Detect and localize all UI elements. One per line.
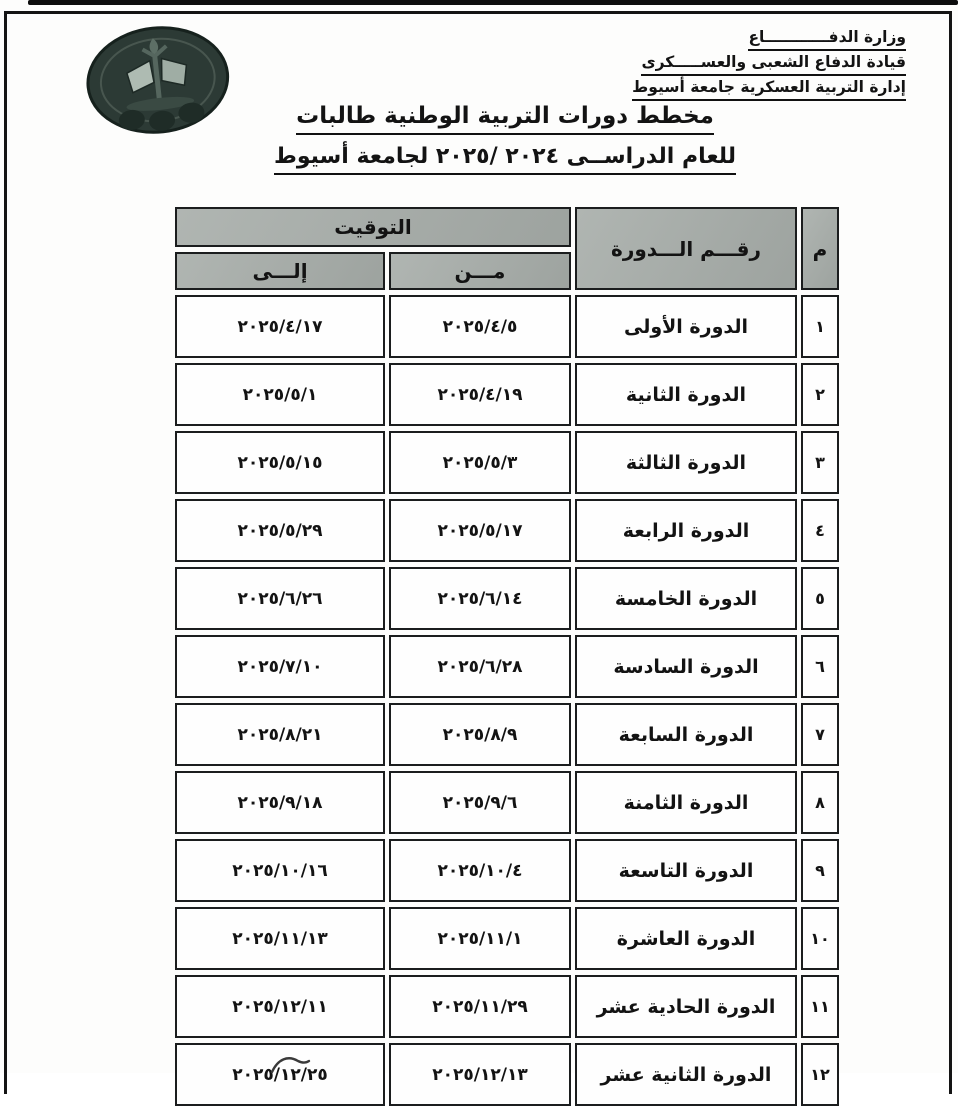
row-serial: ٨	[801, 771, 839, 834]
header-timing: التوقيت	[175, 207, 571, 247]
title-line-2: للعام الدراســى ٢٠٢٤ /٢٠٢٥ لجامعة أسيوط	[255, 144, 755, 175]
header-serial: م	[801, 207, 839, 290]
row-from-date: ٢٠٢٥/٤/٥	[389, 295, 571, 358]
row-from-date: ٢٠٢٥/٦/٢٨	[389, 635, 571, 698]
row-course: الدورة الخامسة	[575, 567, 797, 630]
row-from-date: ٢٠٢٥/٥/٣	[389, 431, 571, 494]
row-to-date: ٢٠٢٥/٨/٢١	[175, 703, 385, 766]
row-from-date: ٢٠٢٥/٨/٩	[389, 703, 571, 766]
document-title	[255, 103, 755, 175]
header-to: إلـــى	[175, 252, 385, 290]
header-from: مـــن	[389, 252, 571, 290]
row-from-date: ٢٠٢٥/٥/١٧	[389, 499, 571, 562]
row-from-date: ٢٠٢٥/١٠/٤	[389, 839, 571, 902]
row-to-date: ٢٠٢٥/١٠/١٦	[175, 839, 385, 902]
row-course: الدورة العاشرة	[575, 907, 797, 970]
table-row	[175, 907, 839, 970]
row-from-date: ٢٠٢٥/١١/١	[389, 907, 571, 970]
signature-fragment	[268, 1055, 312, 1077]
row-course: الدورة الحادية عشر	[575, 975, 797, 1038]
row-course: الدورة الثامنة	[575, 771, 797, 834]
table-row	[175, 703, 839, 766]
scan-edge-line	[28, 0, 958, 5]
military-stamp-icon	[78, 17, 237, 148]
row-serial: ٦	[801, 635, 839, 698]
row-from-date: ٢٠٢٥/١٢/١٣	[389, 1043, 571, 1106]
row-to-date: ٢٠٢٥/٤/١٧	[175, 295, 385, 358]
table-row	[175, 295, 839, 358]
org-line-administration: إدارة التربية العسكرية جامعة أسيوط	[632, 77, 906, 102]
row-course: الدورة الرابعة	[575, 499, 797, 562]
row-to-date: ٢٠٢٥/١٢/٢٥	[175, 1043, 385, 1106]
row-to-date: ٢٠٢٥/٩/١٨	[175, 771, 385, 834]
row-serial: ٩	[801, 839, 839, 902]
org-line-ministry: وزارة الدفــــــــــــاع	[632, 27, 906, 52]
row-to-date: ٢٠٢٥/٥/١٥	[175, 431, 385, 494]
row-course: الدورة الأولى	[575, 295, 797, 358]
row-to-date: ٢٠٢٥/٥/٢٩	[175, 499, 385, 562]
table-row	[175, 839, 839, 902]
row-course: الدورة السابعة	[575, 703, 797, 766]
row-course: الدورة السادسة	[575, 635, 797, 698]
row-to-date: ٢٠٢٥/٥/١	[175, 363, 385, 426]
table-row	[175, 635, 839, 698]
row-from-date: ٢٠٢٥/٦/١٤	[389, 567, 571, 630]
table-header-row-1	[175, 207, 839, 247]
row-serial: ٤	[801, 499, 839, 562]
table-row	[175, 771, 839, 834]
stamp-graphic	[78, 17, 237, 144]
row-serial: ٢	[801, 363, 839, 426]
row-serial: ١٠	[801, 907, 839, 970]
row-serial: ١١	[801, 975, 839, 1038]
row-serial: ٧	[801, 703, 839, 766]
table-row	[175, 567, 839, 630]
org-line-command: قيادة الدفاع الشعبى والعســـــكرى	[632, 52, 906, 77]
table-row	[175, 499, 839, 562]
row-from-date: ٢٠٢٥/٤/١٩	[389, 363, 571, 426]
row-course: الدورة التاسعة	[575, 839, 797, 902]
row-to-date: ٢٠٢٥/١٢/١١	[175, 975, 385, 1038]
table-row	[175, 431, 839, 494]
table-row	[175, 363, 839, 426]
row-serial: ١	[801, 295, 839, 358]
course-schedule-table	[171, 202, 843, 1111]
title-line-1: مخطط دورات التربية الوطنية طالبات	[255, 103, 755, 135]
row-from-date: ٢٠٢٥/٩/٦	[389, 771, 571, 834]
row-from-date: ٢٠٢٥/١١/٢٩	[389, 975, 571, 1038]
row-course: الدورة الثانية	[575, 363, 797, 426]
row-to-date: ٢٠٢٥/١١/١٣	[175, 907, 385, 970]
row-serial: ٣	[801, 431, 839, 494]
table-row	[175, 975, 839, 1038]
row-serial: ١٢	[801, 1043, 839, 1106]
row-course: الدورة الثانية عشر	[575, 1043, 797, 1106]
row-serial: ٥	[801, 567, 839, 630]
organization-header	[632, 27, 906, 102]
header-course-number: رقـــم الـــدورة	[575, 207, 797, 290]
row-to-date: ٢٠٢٥/٦/٢٦	[175, 567, 385, 630]
row-to-date: ٢٠٢٥/٧/١٠	[175, 635, 385, 698]
row-course: الدورة الثالثة	[575, 431, 797, 494]
